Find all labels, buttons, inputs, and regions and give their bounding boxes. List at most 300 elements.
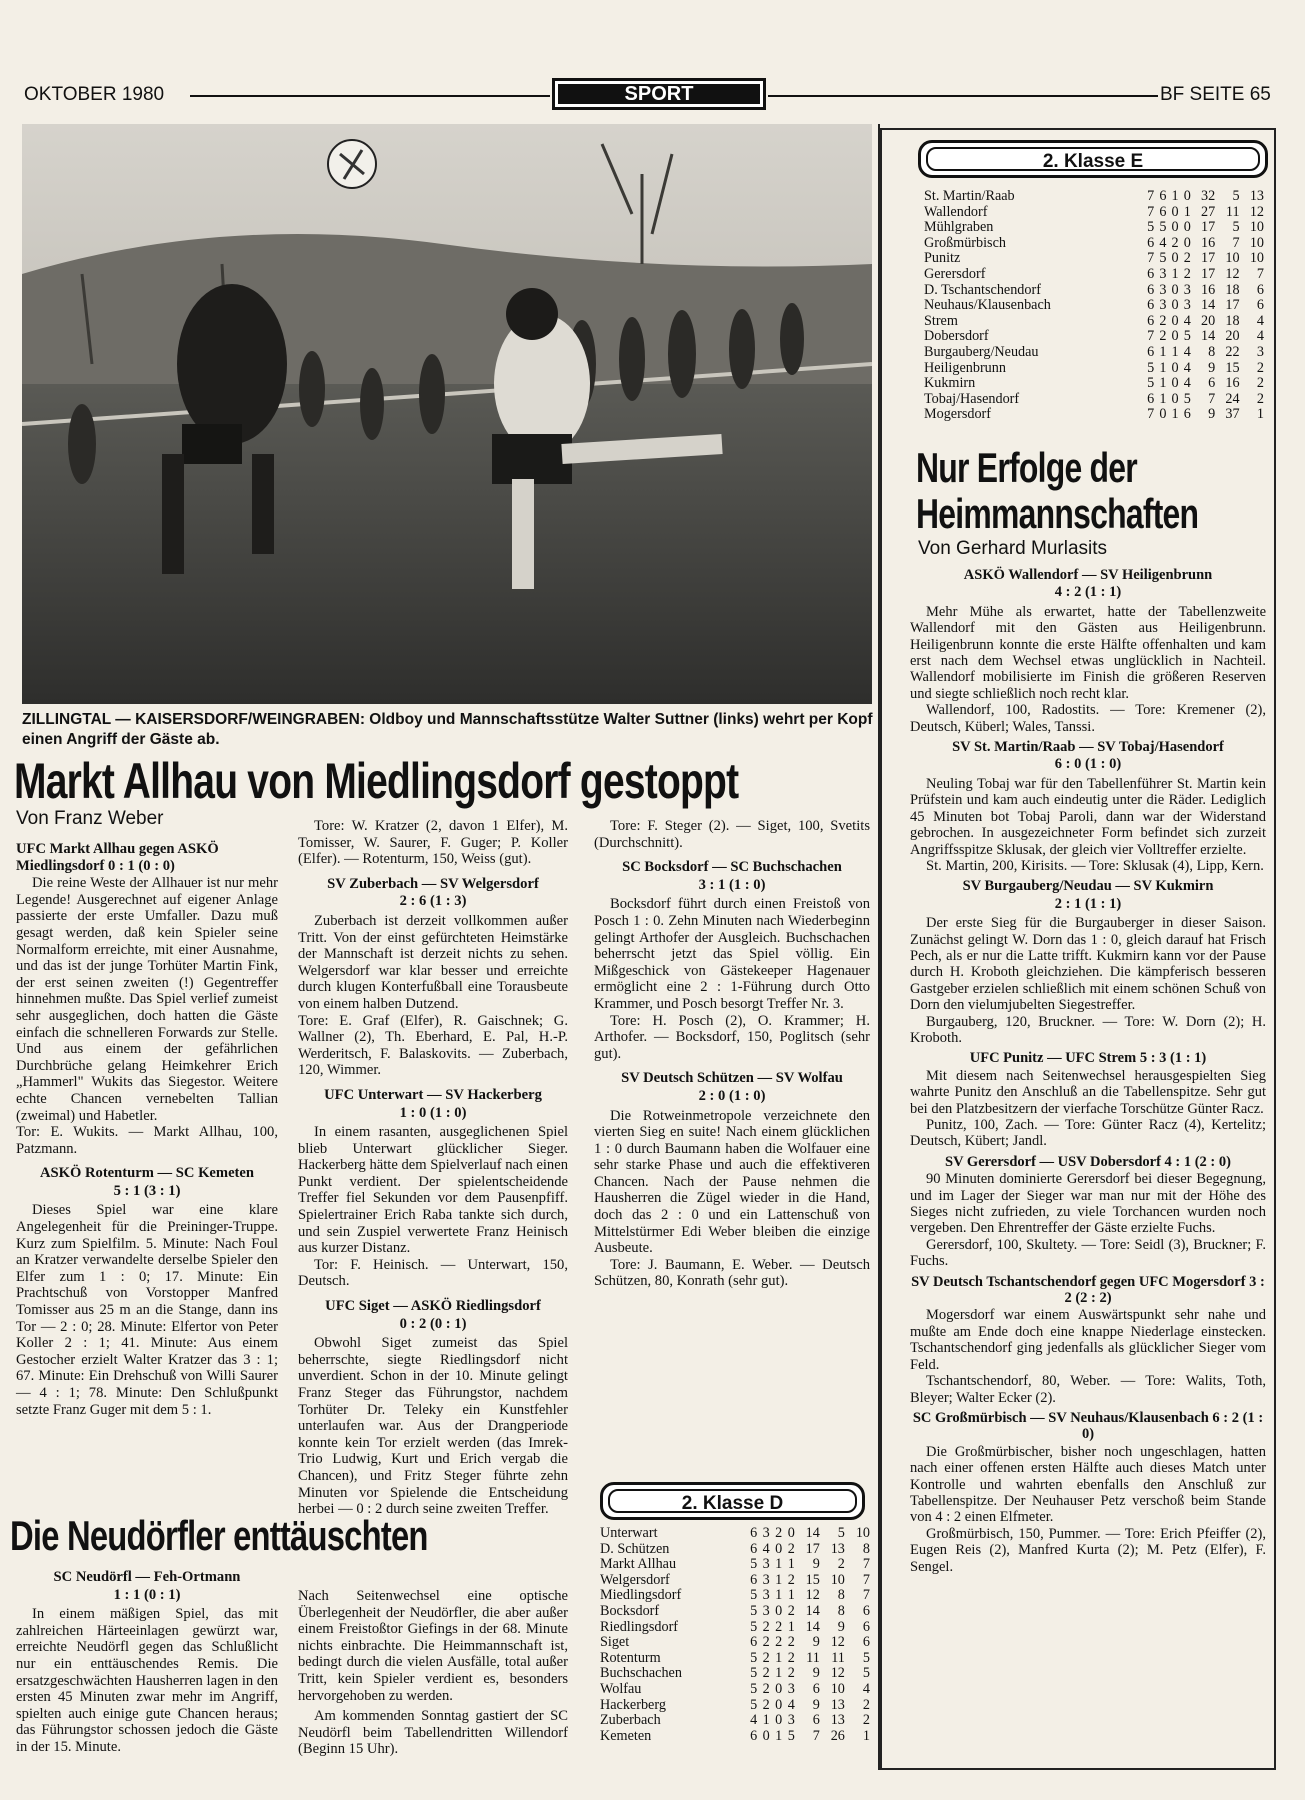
league-e-stat-cell: 2 xyxy=(1171,234,1179,251)
right-game-text-4: 90 Minuten dominierte Gerersdorf bei dieser Begegnung, und im Lager der Sieger war man nur mit der Höhe des Sieges nicht zufrieden, zu viele Torchancen wurden noch vergeben. Den Ehrentreffer der Gäste erzielte Fuchs. xyxy=(910,1171,1266,1237)
league-e-title-box xyxy=(918,140,1268,178)
league-e-stat-cell: 0 xyxy=(1183,188,1191,204)
league-e-team-cell: Dobersdorf xyxy=(924,328,989,345)
league-d-stat-cell: 6 xyxy=(750,1571,758,1588)
league-d-stat-cell: 5 xyxy=(750,1618,758,1635)
game-text-3: In einem rasanten, ausgeglichenen Spiel blieb Unterwart glücklicher Sieger. Hackerberg hätte dem Spielverlauf nach einen Punkt verdient. Der spielentscheidende Treffer fiel Sekunden vor dem Pausenpfiff. Spielertrainer Erich Raba tankte sich durch, und sein Zuspiel verwertete Franz Heinisch aus kurzer Distanz. xyxy=(298,1124,568,1257)
league-d-stat-cell: 2 xyxy=(775,1634,783,1651)
game-title-0: UFC Markt Allhau gegen ASKÖ Miedlingsdorf 0 : 1 (0 : 0) xyxy=(16,841,219,874)
league-d-stat-cell: 10 xyxy=(830,1680,845,1697)
right-game-score-0: 4 : 2 (1 : 1) xyxy=(1054,584,1122,601)
league-d-row xyxy=(600,1588,870,1604)
league-d-stat-cell: 3 xyxy=(762,1571,770,1588)
league-e-stat-cell: 4 xyxy=(1256,328,1264,345)
league-d-stat-cell: 1 xyxy=(862,1727,870,1744)
league-e-stat-cell: 16 xyxy=(1201,234,1216,251)
league-e-stat-cell: 20 xyxy=(1201,312,1216,329)
league-e-team-cell: Neuhaus/Klausenbach xyxy=(924,297,1051,314)
league-e-stat-cell: 6 xyxy=(1147,297,1155,314)
league-d-stat-cell: 4 xyxy=(762,1540,770,1557)
league-e-stat-cell: 1 xyxy=(1183,203,1191,220)
league-e-team-cell: Burgauberg/Neudau xyxy=(924,343,1039,360)
main-byline: Von Franz Weber xyxy=(16,808,164,829)
league-e-row xyxy=(924,407,1264,423)
article-column-2 xyxy=(298,818,568,1518)
league-e-stat-cell: 1 xyxy=(1171,406,1179,423)
league-e-stat-cell: 14 xyxy=(1201,297,1216,314)
league-e-row xyxy=(924,267,1264,283)
league-d-row xyxy=(600,1604,870,1620)
league-d-stat-cell: 9 xyxy=(812,1634,820,1651)
right-game-title-4: SV Gerersdorf — USV Dobersdorf 4 : 1 (2 : 0) xyxy=(945,1153,1231,1170)
league-d-team-cell: Bocksdorf xyxy=(600,1602,660,1619)
league-e-stat-cell: 22 xyxy=(1225,343,1240,360)
game-notes-2: Tore: E. Graf (Elfer), R. Gaischnek; G. Wallner (2), Th. Eberhard, E. Pal, H.-P. Werderitsch, F. Balaskovits. — Zuberbach, 120, Wimmer. xyxy=(298,1012,568,1079)
league-e-stat-cell: 6 xyxy=(1183,406,1191,423)
league-e-stat-cell: 1 xyxy=(1256,406,1264,423)
league-e-stat-cell: 15 xyxy=(1225,359,1240,376)
league-d-row xyxy=(600,1526,870,1542)
league-e-stat-cell: 0 xyxy=(1171,390,1179,407)
right-game-text-2: Der erste Sieg für die Burgauberger in dieser Saison. Zunächst gelingt W. Dorn das 1 : 0, gleich darauf hat Frisch Pech, als er nur die Latte trifft. Kukmirn kann vor der Pause durch H. Kroboth gleichziehen. Die kämpferisch besseren Gastgeber erzielen schließlich mit einem schönen Schuß von Dorn den vielumjubelten Siegestreffer. xyxy=(910,915,1266,1014)
league-d-stat-cell: 0 xyxy=(775,1712,783,1729)
league-d-stat-cell: 2 xyxy=(762,1618,770,1635)
league-d-stat-cell: 2 xyxy=(787,1634,795,1651)
league-e-row xyxy=(924,189,1264,205)
neudoerfl-text-3: Am kommenden Sonntag gastiert der SC Neudörfl beim Tabellendritten Willendorf (Beginn 15 Uhr). xyxy=(298,1708,568,1758)
league-d-row xyxy=(600,1651,870,1667)
league-e-stat-cell: 11 xyxy=(1225,203,1240,220)
league-d-stat-cell: 0 xyxy=(762,1727,770,1744)
league-d-stat-cell: 6 xyxy=(862,1602,870,1619)
right-game-notes-0: Wallendorf, 100, Radostits. — Tore: Kremener (2), Deutsch, Küberl; Wales, Tanssi. xyxy=(910,702,1266,735)
article-column-1 xyxy=(16,838,278,1418)
league-e-stat-cell: 4 xyxy=(1183,343,1191,360)
game-text-1: Dieses Spiel war eine klare Angelegenheit für die Preininger-Truppe. Kurz zum Spielfilm. 5. Minute: Nach Foul an Kratzer verwandelte derselbe Spieler den Elfer zum 1 : 0; 17. Minute: Ein Prachtschuß von Vorstopper Manfred Tomisser aus 25 m an die Stange, dann ins Tor — 2 : 0; 28. Minute: Elfertor von Peter Koller 2 : 1; 41. Minute: Aus einem Gestocher erzielt Walter Kratzer das 3 : 1; 67. Minute: Ein Drehschuß von Willi Saurer — 4 : 1; 78. Minute: Den Schlußpunkt setzte Franz Guger mit dem 5 : 1. xyxy=(16,1202,278,1418)
league-d-team-cell: Zuberbach xyxy=(600,1712,661,1729)
league-d-stat-cell: 6 xyxy=(812,1680,820,1697)
league-e-stat-cell: 12 xyxy=(1249,203,1264,220)
right-game-notes-5: Tschantschendorf, 80, Weber. — Tore: Walits, Toth, Bleyer; Walter Ecker (2). xyxy=(910,1373,1266,1406)
league-e-stat-cell: 7 xyxy=(1208,390,1216,407)
league-e-stat-cell: 1 xyxy=(1159,390,1167,407)
league-e-row xyxy=(924,392,1264,408)
league-e-stat-cell: 10 xyxy=(1249,234,1264,251)
league-d-stat-cell: 8 xyxy=(862,1540,870,1557)
league-e-team-cell: D. Tschantschendorf xyxy=(924,281,1041,298)
league-e-stat-cell: 0 xyxy=(1171,359,1179,376)
right-game-notes-3: Punitz, 100, Zach. — Tore: Günter Racz (4), Kertelitz; Deutsch, Kübert; Jandl. xyxy=(910,1117,1266,1150)
league-d-stat-cell: 3 xyxy=(787,1680,795,1697)
league-e-stat-cell: 37 xyxy=(1225,406,1240,423)
right-game-text-0: Mehr Mühe als erwartet, hatte der Tabellenzweite Wallendorf mit den Gästen aus Heiligenbrunn. Heiligenbrunn konnte die erste Hälfte offenhalten und kam erst nach dem Wechsel etwas unglücklich in Nachteil. Wallendorf mobilisierte im Finish die größeren Reserven und siegte schließlich noch recht klar. xyxy=(910,603,1266,702)
header-rule-right xyxy=(768,95,1158,97)
page-number: BF SEITE 65 xyxy=(1160,84,1271,105)
league-e-stat-cell: 2 xyxy=(1256,359,1264,376)
league-d-team-cell: Unterwart xyxy=(600,1525,658,1541)
game-title-5: SC Bocksdorf — SC Buchschachen xyxy=(622,859,842,876)
league-e-team-cell: Mogersdorf xyxy=(924,406,991,423)
league-d-team-cell: Rotenturm xyxy=(600,1649,661,1666)
league-d-stat-cell: 14 xyxy=(805,1525,820,1541)
game-text-0: Die reine Weste der Allhauer ist nur mehr Legende! Ausgerechnet auf eigener Anlage passierte der erste Umfaller. Dazu muß gesagt werden, daß kein Spieler seine Normalform erreichte, mit einer Ausnahme, und das ist der junge Torhüter Martin Fink, der erst seinen zweiten (!) Gegentreffer hinnehmen mußte. Das Spiel verlief zumeist sehr ausgeglichen, doch hatten die Gäste einfach die schnelleren Forwards zur Stelle. Und aus einem der gefährlichen Durchbrüche gelang Heimkehrer Erich „Hammerl" Wukits das Siegestor. Weitere echte Chancen vernebelten Tallian (zweimal) und Habetler. xyxy=(16,875,278,1124)
league-d-stat-cell: 2 xyxy=(787,1602,795,1619)
neudoerfl-text-2: Nach Seitenwechsel eine optische Überlegenheit der Neudörfler, die aber außer einem Freistoßtor Giefings in der 68. Minute nichts einbrachte. Die Heimmannschaft ist, bedingt durch die vielen Ausfälle, total außer Tritt, kein Spieler verdient es, besonders hervorgehoben zu werden. xyxy=(298,1588,568,1704)
game-notes-3: Tor: F. Heinisch. — Unterwart, 150, Deutsch. xyxy=(298,1256,568,1290)
right-game-text-1: Neuling Tobaj war für den Tabellenführer St. Martin kein Prüfstein und kam auch eindeutig unter die Räder. Lediglich 45 Minuten bot Tobaj Paroli, dann war der Widerstand gebrochen. In ausgezeichneter Form befindet sich zurzeit Angriffsspitze Sklusak, der gleich vier Volltreffer erzielte. xyxy=(910,775,1266,858)
league-e-stat-cell: 6 xyxy=(1147,312,1155,329)
right-game-text-5: Mogersdorf war einem Auswärtspunkt sehr nahe und mußte am Ende doch eine knappe Niederlage einstecken. Tschantschendorf ging jedenfalls als glücklicher Sieger vom Feld. xyxy=(910,1307,1266,1373)
league-d-stat-cell: 5 xyxy=(862,1665,870,1682)
league-d-stat-cell: 1 xyxy=(762,1712,770,1729)
right-game-score-2: 2 : 1 (1 : 1) xyxy=(1054,895,1122,912)
league-e-stat-cell: 6 xyxy=(1256,281,1264,298)
league-e-team-cell: Kukmirn xyxy=(924,375,976,392)
game-notes-1: Tore: W. Kratzer (2, davon 1 Elfer), M. Tomisser, W. Saurer, F. Guger; P. Koller (Elfer). — Rotenturm, 150, Weiss (gut). xyxy=(298,818,568,868)
league-d-team-cell: Riedlingsdorf xyxy=(600,1618,679,1635)
league-e-stat-cell: 5 xyxy=(1183,390,1191,407)
league-d-stat-cell: 1 xyxy=(787,1618,795,1635)
game-title-3: UFC Unterwart — SV Hackerberg xyxy=(324,1086,542,1103)
league-e-team-cell: St. Martin/Raab xyxy=(924,188,1015,204)
league-d-stat-cell: 14 xyxy=(805,1618,820,1635)
league-e-row xyxy=(924,251,1264,267)
league-e-stat-cell: 16 xyxy=(1225,375,1240,392)
league-d-row xyxy=(600,1713,870,1729)
league-e-stat-cell: 10 xyxy=(1249,219,1264,236)
league-d-title-box xyxy=(600,1482,865,1520)
game-notes-0: Tor: E. Wukits. — Markt Allhau, 100, Patzmann. xyxy=(16,1124,278,1157)
league-d-stat-cell: 2 xyxy=(787,1540,795,1557)
league-d-stat-cell: 11 xyxy=(831,1649,845,1666)
right-game-title-2: SV Burgauberg/Neudau — SV Kukmirn xyxy=(962,878,1214,895)
league-d-stat-cell: 2 xyxy=(762,1665,770,1682)
league-e-row xyxy=(924,205,1264,221)
right-game-score-1: 6 : 0 (1 : 0) xyxy=(1054,756,1122,773)
league-d-stat-cell: 0 xyxy=(787,1525,795,1541)
league-d-stat-cell: 3 xyxy=(762,1525,770,1541)
league-d-stat-cell: 1 xyxy=(775,1571,783,1588)
league-e-stat-cell: 6 xyxy=(1147,234,1155,251)
league-d-stat-cell: 4 xyxy=(750,1712,758,1729)
league-e-team-cell: Mühlgraben xyxy=(924,219,994,236)
league-e-stat-cell: 1 xyxy=(1159,343,1167,360)
league-d-stat-cell: 2 xyxy=(762,1649,770,1666)
league-e-stat-cell: 17 xyxy=(1201,250,1216,267)
league-d-stat-cell: 11 xyxy=(806,1649,820,1666)
league-e-row xyxy=(924,361,1264,377)
league-e-stat-cell: 18 xyxy=(1225,312,1240,329)
issue-date: OKTOBER 1980 xyxy=(24,84,165,105)
game-score-5: 3 : 1 (1 : 0) xyxy=(698,876,766,893)
league-e-stat-cell: 0 xyxy=(1171,219,1179,236)
league-d-stat-cell: 26 xyxy=(830,1727,845,1744)
league-e-stat-cell: 6 xyxy=(1147,343,1155,360)
league-d-stat-cell: 6 xyxy=(862,1634,870,1651)
match-photo xyxy=(22,124,872,704)
league-e-stat-cell: 3 xyxy=(1159,265,1167,282)
league-d-stat-cell: 2 xyxy=(775,1525,783,1541)
league-d-stat-cell: 2 xyxy=(762,1696,770,1713)
league-e-stat-cell: 7 xyxy=(1147,406,1155,423)
league-d-stat-cell: 5 xyxy=(862,1649,870,1666)
league-e-row xyxy=(924,376,1264,392)
league-e-stat-cell: 6 xyxy=(1159,188,1167,204)
neudoerfl-headline: Die Neudörfler enttäuschten xyxy=(10,1512,428,1559)
league-e-stat-cell: 4 xyxy=(1183,359,1191,376)
league-e-row xyxy=(924,220,1264,236)
league-e-stat-cell: 3 xyxy=(1183,297,1191,314)
league-d-team-cell: Hackerberg xyxy=(600,1696,666,1713)
league-d-stat-cell: 1 xyxy=(787,1556,795,1573)
league-e-stat-cell: 0 xyxy=(1171,375,1179,392)
right-game-text-6: Die Großmürbischer, bisher noch ungeschlagen, hatten nach einer offenen ersten Hälfte auch dieses Match unter Kontrolle und wahrten ebenfalls den Anschluß zur Tabellenspitze. Der Neuhauser Petz verschoß beim Stande von 4 : 2 einen Elfmeter. xyxy=(910,1443,1266,1526)
league-e-team-cell: Strem xyxy=(924,312,958,329)
league-d-row xyxy=(600,1682,870,1698)
league-d-stat-cell: 9 xyxy=(812,1665,820,1682)
league-e-stat-cell: 6 xyxy=(1147,390,1155,407)
league-d-row xyxy=(600,1666,870,1682)
league-d-row xyxy=(600,1557,870,1573)
league-d-row xyxy=(600,1620,870,1636)
league-d-stat-cell: 2 xyxy=(787,1649,795,1666)
league-d-stat-cell: 1 xyxy=(775,1727,783,1744)
neudoerfl-title: SC Neudörfl — Feh-Ortmann xyxy=(53,1569,241,1585)
league-d-stat-cell: 4 xyxy=(787,1696,795,1713)
league-d-stat-cell: 1 xyxy=(775,1649,783,1666)
league-d-stat-cell: 5 xyxy=(837,1525,845,1541)
league-e-stat-cell: 27 xyxy=(1201,203,1216,220)
league-d-stat-cell: 15 xyxy=(805,1571,820,1588)
game-text-6: Die Rotweinmetropole verzeichnete den vierten Sieg en suite! Nach einem glücklichen 1 : 0 durch Baumann haben die Wolfauer eine sehr starke Phase und auch die effektiveren Chancen. Nach der Pause nehmen die Hausherren die Zügel wieder in die Hand, doch das 2 : 0 und ein Lattenschuß von Mittelstürmer Edi Weber bleiben die einzige Ausbeute. xyxy=(594,1107,870,1257)
league-e-stat-cell: 10 xyxy=(1225,250,1240,267)
right-game-title-6: SC Großmürbisch — SV Neuhaus/Klausenbach 6 : 2 (1 : 0) xyxy=(912,1409,1264,1443)
league-d-team-cell: Wolfau xyxy=(600,1680,642,1697)
league-d-stat-cell: 0 xyxy=(775,1696,783,1713)
league-e-stat-cell: 24 xyxy=(1225,390,1240,407)
league-e-stat-cell: 3 xyxy=(1159,281,1167,298)
league-e-stat-cell: 7 xyxy=(1232,234,1240,251)
league-d-stat-cell: 10 xyxy=(830,1571,845,1588)
league-e-stat-cell: 18 xyxy=(1225,281,1240,298)
league-e-stat-cell: 6 xyxy=(1147,281,1155,298)
neudoerfl-column-2 xyxy=(298,1588,568,1758)
right-game-text-3: Mit diesem nach Seitenwechsel herausgespielten Sieg wahrte Punitz den Anschluß an die Tabellenspitze. Sehr gut bei den Platzbesitzern der vierfache Torschütze Günter Racz. xyxy=(910,1067,1266,1117)
league-d-stat-cell: 6 xyxy=(750,1634,758,1651)
league-e-stat-cell: 3 xyxy=(1159,297,1167,314)
main-headline: Markt Allhau von Miedlingsdorf gestoppt xyxy=(14,753,739,809)
league-d-stat-cell: 3 xyxy=(787,1712,795,1729)
league-d-stat-cell: 7 xyxy=(812,1727,820,1744)
league-e-stat-cell: 7 xyxy=(1147,250,1155,267)
league-d-stat-cell: 5 xyxy=(750,1587,758,1604)
league-d-row xyxy=(600,1698,870,1714)
league-e-stat-cell: 0 xyxy=(1171,297,1179,314)
league-d-team-cell: D. Schützen xyxy=(600,1540,670,1557)
right-game-title-1: SV St. Martin/Raab — SV Tobaj/Hasendorf xyxy=(952,739,1224,756)
league-d-stat-cell: 5 xyxy=(750,1680,758,1697)
league-d-stat-cell: 9 xyxy=(837,1618,845,1635)
league-d-stat-cell: 2 xyxy=(862,1712,870,1729)
league-e-stat-cell: 5 xyxy=(1183,328,1191,345)
league-e-stat-cell: 0 xyxy=(1171,312,1179,329)
league-d-stat-cell: 0 xyxy=(775,1540,783,1557)
game-text-2: Zuberbach ist derzeit vollkommen außer Tritt. Von der einst gefürchteten Heimstärke der Mannschaft ist derzeit nichts zu sehen. Welgersdorf war klar besser und erreichte durch klugen Konterfußball eine Torausbeute von einem halben Dutzend. xyxy=(298,912,568,1012)
league-e-stat-cell: 6 xyxy=(1159,203,1167,220)
league-e-team-cell: Tobaj/Hasendorf xyxy=(924,390,1020,407)
league-d-stat-cell: 9 xyxy=(812,1696,820,1713)
game-score-2: 2 : 6 (1 : 3) xyxy=(399,893,467,910)
league-d-stat-cell: 5 xyxy=(750,1665,758,1682)
league-d-stat-cell: 2 xyxy=(837,1556,845,1573)
league-d-stat-cell: 8 xyxy=(837,1587,845,1604)
league-d-stat-cell: 1 xyxy=(775,1587,783,1604)
league-d-stat-cell: 5 xyxy=(787,1727,795,1744)
league-d-row xyxy=(600,1729,870,1745)
league-e-stat-cell: 0 xyxy=(1183,234,1191,251)
league-e-stat-cell: 8 xyxy=(1208,343,1216,360)
photo-caption: ZILLINGTAL — KAISERSDORF/WEINGRABEN: Oldboy und Mannschaftsstütze Walter Suttner (links) wehrt per Kopf einen Angriff der Gäste ab. xyxy=(22,711,873,748)
league-e-stat-cell: 0 xyxy=(1183,219,1191,236)
league-d-stat-cell: 3 xyxy=(762,1556,770,1573)
league-e-stat-cell: 10 xyxy=(1249,250,1264,267)
game-notes-6: Tore: J. Baumann, E. Weber. — Deutsch Schützen, 80, Konrath (sehr gut). xyxy=(594,1256,870,1290)
game-title-1: ASKÖ Rotenturm — SC Kemeten xyxy=(39,1165,255,1182)
league-d-stat-cell: 6 xyxy=(750,1727,758,1744)
league-e-team-cell: Punitz xyxy=(924,250,961,267)
league-e-stat-cell: 6 xyxy=(1208,375,1216,392)
right-game-notes-4: Gerersdorf, 100, Skultety. — Tore: Seidl (3), Bruckner; F. Fuchs. xyxy=(910,1236,1266,1270)
league-d-stat-cell: 0 xyxy=(775,1602,783,1619)
league-e-stat-cell: 7 xyxy=(1147,328,1155,345)
neudoerfl-column-1 xyxy=(16,1566,278,1756)
league-e-stat-cell: 17 xyxy=(1201,265,1216,282)
league-d-stat-cell: 2 xyxy=(787,1665,795,1682)
league-d-title: 2. Klasse D xyxy=(608,1489,857,1513)
league-d-stat-cell: 3 xyxy=(762,1587,770,1604)
league-e-stat-cell: 13 xyxy=(1249,188,1264,204)
game-text-4: Obwohl Siget zumeist das Spiel beherrschte, siegte Riedlingsdorf nicht unverdient. Schon in der 10. Minute gelingt Franz Steger das Führungstor, nachdem Torhüter Dr. Teleky ein Kunstfehler unterlaufen war. Aus der Drangperiode konnte kein Tor erzielt werden (das Imrek-Trio Ludwig, Kurt und Erich vergab die Chancen), und Fritz Steger führte zehn Minuten vor Spielende die Entscheidung herbei — 0 : 2 durch seine zweiten Treffer. xyxy=(298,1335,568,1518)
league-d-stat-cell: 13 xyxy=(830,1712,845,1729)
league-e-stat-cell: 17 xyxy=(1201,219,1216,236)
league-e-stat-cell: 3 xyxy=(1256,343,1264,360)
league-e-stat-cell: 5 xyxy=(1232,188,1240,204)
league-e-stat-cell: 7 xyxy=(1147,188,1155,204)
league-d-stat-cell: 5 xyxy=(750,1696,758,1713)
league-d-stat-cell: 5 xyxy=(750,1649,758,1666)
league-d-stat-cell: 9 xyxy=(812,1556,820,1573)
game-title-6: SV Deutsch Schützen — SV Wolfau xyxy=(621,1070,843,1087)
league-e-stat-cell: 5 xyxy=(1147,375,1155,392)
article-column-3 xyxy=(594,818,870,1290)
right-byline: Von Gerhard Murlasits xyxy=(918,538,1108,559)
league-e-stat-cell: 2 xyxy=(1159,328,1167,345)
right-game-notes-1: St. Martin, 200, Kirisits. — Tore: Sklusak (4), Lipp, Kern. xyxy=(926,857,1264,874)
league-e-stat-cell: 3 xyxy=(1183,281,1191,298)
right-game-notes-6: Großmürbisch, 150, Pummer. — Tore: Erich Pfeiffer (2), Eugen Reis (2), Manfred Kurta (2); M. Petz (Elfer), F. Sengel. xyxy=(910,1525,1266,1575)
league-d-stat-cell: 6 xyxy=(862,1618,870,1635)
game-score-1: 5 : 1 (3 : 1) xyxy=(113,1182,181,1199)
league-e-stat-cell: 9 xyxy=(1208,359,1216,376)
league-e-stat-cell: 20 xyxy=(1225,328,1240,345)
league-d-stat-cell: 7 xyxy=(862,1556,870,1573)
league-d-stat-cell: 2 xyxy=(775,1618,783,1635)
league-d-stat-cell: 7 xyxy=(862,1571,870,1588)
league-e-stat-cell: 0 xyxy=(1171,281,1179,298)
league-d-stat-cell: 8 xyxy=(837,1602,845,1619)
league-e-row xyxy=(924,298,1264,314)
league-d-stat-cell: 12 xyxy=(830,1665,845,1682)
league-d-stat-cell: 1 xyxy=(775,1665,783,1682)
right-game-title-3: UFC Punitz — UFC Strem 5 : 3 (1 : 1) xyxy=(969,1050,1207,1067)
league-e-stat-cell: 1 xyxy=(1171,188,1179,204)
league-d-team-cell: Buchschachen xyxy=(600,1665,682,1682)
right-game-title-5: SV Deutsch Tschantschendorf gegen UFC Mogersdorf 3 : 2 (2 : 2) xyxy=(911,1273,1265,1307)
league-e-stat-cell: 6 xyxy=(1256,297,1264,314)
league-e-stat-cell: 5 xyxy=(1147,359,1155,376)
league-d-stat-cell: 17 xyxy=(805,1540,820,1557)
league-e-stat-cell: 17 xyxy=(1225,297,1240,314)
right-game-notes-2: Burgauberg, 120, Bruckner. — Tore: W. Dorn (2); H. Kroboth. xyxy=(910,1013,1266,1046)
league-d-stat-cell: 12 xyxy=(830,1634,845,1651)
league-e-team-cell: Wallendorf xyxy=(924,203,988,220)
right-headline-line-1: Nur Erfolge der xyxy=(916,444,1137,491)
neudoerfl-text-1: In einem mäßigen Spiel, das mit zahlreichen Härteeinlagen gewürzt war, erreichte Neudörfl gegen das Schlußlicht nur ein enttäuschendes Remis. Die ersatzgeschwächten Hausherren lagen in den ersten 45 Minuten zwar mehr im Angriff, spielten auch einige gute Chancen heraus; das Führungstor schossen jedoch die Gäste in der 15. Minute. xyxy=(16,1606,278,1755)
league-d-stat-cell: 2 xyxy=(762,1634,770,1651)
league-d-stat-cell: 7 xyxy=(862,1587,870,1604)
league-e-stat-cell: 5 xyxy=(1159,250,1167,267)
league-d-standings xyxy=(600,1526,870,1744)
league-e-stat-cell: 7 xyxy=(1147,203,1155,220)
league-d-stat-cell: 2 xyxy=(787,1571,795,1588)
game-title-4: UFC Siget — ASKÖ Riedlingsdorf xyxy=(325,1298,541,1315)
league-e-row xyxy=(924,314,1264,330)
league-d-stat-cell: 2 xyxy=(762,1680,770,1697)
game-title-2: SV Zuberbach — SV Welgersdorf xyxy=(327,875,539,892)
section-label-box xyxy=(552,78,766,110)
neudoerfl-score: 1 : 1 (0 : 1) xyxy=(113,1586,181,1603)
league-e-stat-cell: 1 xyxy=(1159,375,1167,392)
league-e-stat-cell: 0 xyxy=(1159,406,1167,423)
league-e-stat-cell: 1 xyxy=(1171,265,1179,282)
game-score-3: 1 : 0 (1 : 0) xyxy=(399,1104,467,1121)
league-d-stat-cell: 2 xyxy=(862,1696,870,1713)
right-headline-line-2: Heimmannschaften xyxy=(916,490,1199,537)
league-e-stat-cell: 4 xyxy=(1183,312,1191,329)
league-e-stat-cell: 4 xyxy=(1159,234,1167,251)
game-score-6: 2 : 0 (1 : 0) xyxy=(698,1087,766,1104)
league-e-team-cell: Heiligenbrunn xyxy=(924,359,1006,376)
league-e-row xyxy=(924,345,1264,361)
league-e-stat-cell: 7 xyxy=(1256,265,1264,282)
league-e-stat-cell: 4 xyxy=(1183,375,1191,392)
league-d-team-cell: Siget xyxy=(600,1634,630,1651)
league-e-stat-cell: 1 xyxy=(1171,343,1179,360)
league-d-team-cell: Markt Allhau xyxy=(600,1556,677,1573)
game-score-4: 0 : 2 (0 : 1) xyxy=(399,1315,467,1332)
league-e-stat-cell: 9 xyxy=(1208,406,1216,423)
league-e-stat-cell: 2 xyxy=(1183,250,1191,267)
game-notes-5: Tore: H. Posch (2), O. Krammer; H. Arthofer. — Bocksdorf, 150, Poglitsch (sehr gut). xyxy=(594,1012,870,1062)
league-e-stat-cell: 2 xyxy=(1256,375,1264,392)
league-e-stat-cell: 2 xyxy=(1159,312,1167,329)
league-e-stat-cell: 2 xyxy=(1183,265,1191,282)
league-d-stat-cell: 6 xyxy=(750,1540,758,1557)
league-e-row xyxy=(924,329,1264,345)
league-e-stat-cell: 5 xyxy=(1159,219,1167,236)
section-label: SPORT xyxy=(558,84,760,104)
league-e-stat-cell: 5 xyxy=(1147,219,1155,236)
